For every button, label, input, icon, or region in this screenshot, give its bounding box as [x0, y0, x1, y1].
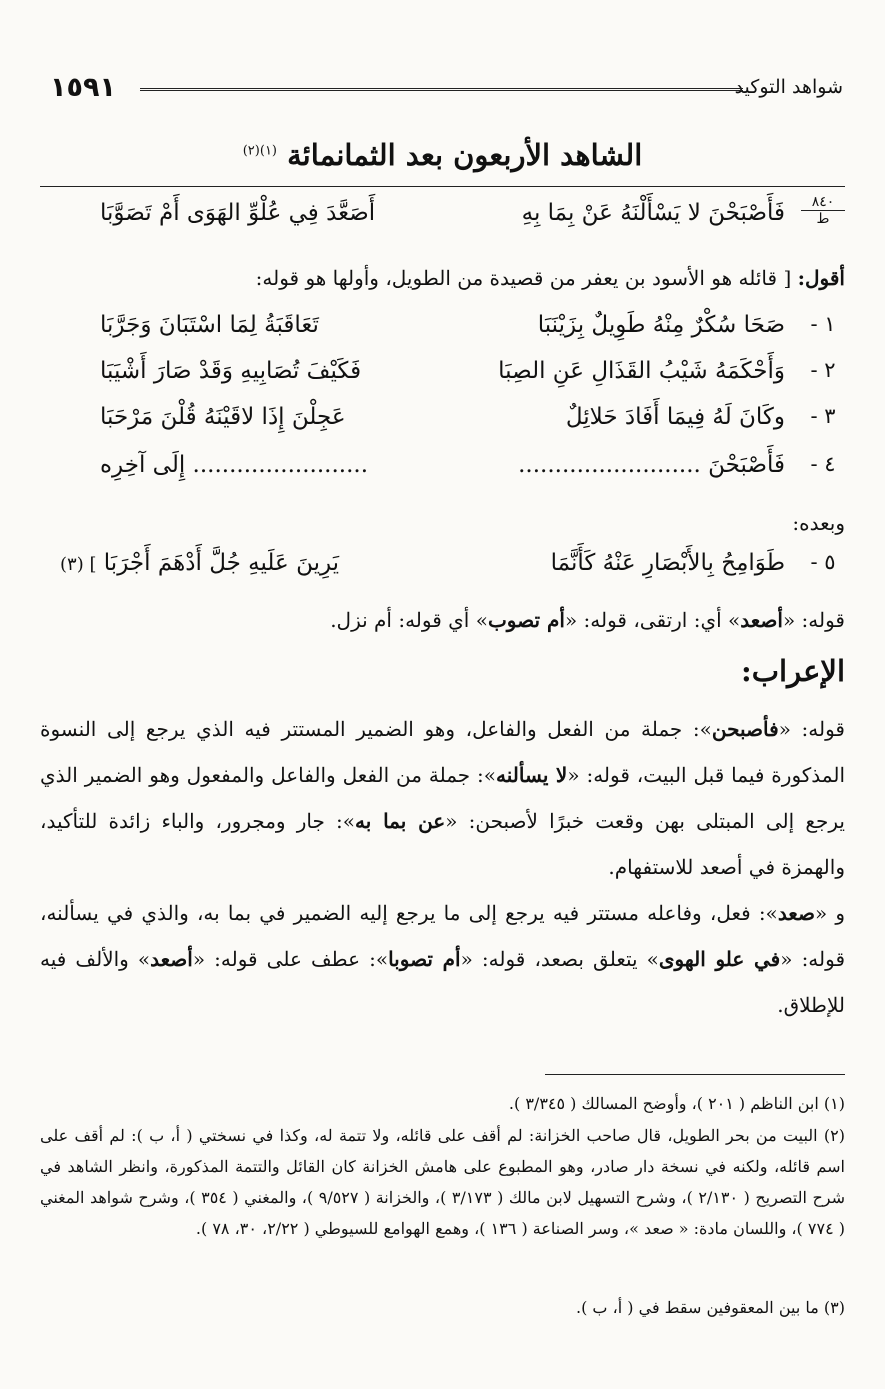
irab-heading: الإعراب: [741, 654, 845, 688]
irab-term: أصعد [150, 947, 193, 971]
irab-term: لا يسألنه [496, 763, 568, 787]
poem-hemistich-2: ........................ إِلَى آخِرِه [100, 452, 369, 478]
footnote-1: (١) ابن الناظم ( ٢٠١ )، وأوضح المسالك ( ٣/٣٤٥ ). [508, 1094, 845, 1113]
gloss-paragraph [40, 600, 845, 640]
gloss-word: أصعد [740, 608, 783, 632]
main-verse [60, 194, 845, 242]
poem-hemistich-2: عَجِلْنَ إِذَا لاقَيْنَهُ قُلْنَ مَرْحَبَا [100, 404, 346, 430]
poem-hemistich-1: وَأَحْكَمَهُ شَيْبُ القَذَالِ عَنِ الصِبَا [498, 358, 785, 384]
footnote-2: (٢) البيت من بحر الطويل، قال صاحب الخزانة: لم أقف على قائله، ولا تتمة له، وكذا في نسختي ( أ، ب ): لم أقف على اسم قائله، ولكنه في نسخة دار صادر، وهو المطبوع على هامش الخزانة كان القائل والتتمة المذكورة، وانظر الشاهد في شرح التصريح ( ٢/١٣٠ )، وشرح التسهيل لابن مالك ( ٣/١٧٣ )، والخزانة ( ٩/٥٢٧ )، والمغني ( ٣٥٤ )، وشرح شواهد المغني ( ٧٧٤ )، واللسان مادة: « صعد »، وسر الصناعة ( ١٣٦ )، وهمع الهوامع للسيوطي ( ٢/٢٢، ٣٠، ٧٨ ). [40, 1126, 846, 1238]
irab-text: »: جملة من الفعل والفاعل والمفعول وهو الضمير الذي يرجع إلى المبتلى بهن وقعت خبرًا لأصبحن: « [40, 763, 845, 833]
poem-verse [60, 358, 845, 400]
chapter-title [0, 138, 885, 172]
header-rule [140, 88, 743, 91]
irab-paragraph-1 [40, 706, 845, 890]
page-number: ١٥٩١ [50, 72, 116, 103]
poem-verse-number: ٢ - [810, 358, 836, 382]
irab-text: » والألف فيه للإطلاق. [40, 947, 845, 1017]
irab-text: »: جملة من الفعل والفاعل، وهو الضمير المستتر فيه الذي يرجع إلى النسوة المذكورة فيما قبل البيت، قوله: « [40, 717, 846, 787]
poem-verse [60, 452, 845, 494]
footnote-3: (٣) ما بين المعقوفين سقط في ( أ، ب ). [576, 1298, 845, 1317]
poem-hemistich-1: وكَانَ لَهُ فِيمَا أَفَادَ حَلائِلٌ [565, 404, 785, 430]
irab-paragraph-2 [40, 890, 845, 1028]
after-label [40, 503, 845, 543]
poem-verse-number: ٥ - [810, 550, 836, 574]
gloss-text: قوله: « [782, 608, 845, 632]
irab-text: »: جار ومجرور، والباء زائدة للتأكيد، والهمزة في أصعد للاستفهام. [40, 809, 845, 879]
irab-text: و « [814, 901, 845, 925]
irab-term: في علو الهوى [658, 947, 781, 971]
poem-verse-number: ٤ - [810, 452, 836, 476]
main-hemistich-2: أَصَعَّدَ فِي عُلْوِّ الهَوَى أَمْ تَصَوَّبَا [100, 200, 376, 226]
after-label-text: وبعده: [792, 511, 845, 535]
poem-hemistich-2: يَرِينَ عَلَيهِ جُلَّ أَدْهَمَ أَجْرَبَا [103, 550, 340, 576]
intro-bracket: [ [783, 266, 792, 290]
gloss-word: أم تصوب [487, 608, 565, 632]
gloss-text: » أي: ارتقى، قوله: « [564, 608, 741, 632]
verse-number-tag [801, 194, 845, 227]
irab-text: »: عطف على قوله: « [192, 947, 389, 971]
title-rule [40, 186, 845, 187]
main-hemistich-1: فَأَصْبَحْنَ لا يَسْأَلْنَهُ عَنْ بِمَا بِهِ [521, 200, 785, 226]
intro-label: أقول: [797, 266, 845, 290]
chapter-title-text: الشاهد الأربعون بعد الثمانمائة [287, 138, 643, 172]
running-title: شواهد التوكيد [734, 76, 843, 98]
irab-term: فأصبحن [711, 717, 779, 741]
gloss-text: » أي قوله: أم نزل. [330, 608, 488, 632]
poem-verse [60, 404, 845, 446]
intro-text: قائله هو الأسود بن يعفر من قصيدة من الطويل، وأولها هو قوله: [255, 266, 778, 290]
irab-term: صعد [777, 901, 815, 925]
irab-text: قوله: « [778, 717, 845, 741]
poem-verse [60, 312, 845, 354]
verse-number: ٨٤٠ [801, 194, 845, 211]
poem-hemistich-2-with-note [60, 550, 460, 576]
irab-term: أم تصوبا [388, 947, 461, 971]
intro-paragraph [40, 258, 845, 298]
poem-hemistich-2: تَعَاقَبَةُ لِمَا اسْتَبَانَ وَجَرَّبَا [100, 312, 319, 338]
poem-verse-number: ١ - [810, 312, 836, 336]
closing-bracket-note: ] (٣) [60, 554, 97, 575]
poem-verse-number: ٣ - [810, 404, 836, 428]
irab-text: »: فعل، وفاعله مستتر فيه يرجع إلى ما يرجع إليه الضمير في بما به، والذي في يسألنه، قوله: « [40, 901, 846, 971]
verse-tag: ط [816, 211, 830, 227]
footnote-rule [545, 1074, 845, 1075]
poem-hemistich-2: فَكَيْفَ تُصَابِيهِ وَقَدْ صَارَ أَشْيَبَا [100, 358, 362, 384]
running-header [22, 72, 863, 108]
irab-term: عن بما به [355, 809, 446, 833]
irab-text: » يتعلق بصعد، قوله: « [460, 947, 659, 971]
poem-hemistich-1: طَوَامِحُ بِالأَبْصَارِ عَنْهُ كَأَنَّمَا [550, 550, 785, 576]
poem-verse-5 [60, 550, 845, 592]
chapter-note-ref: (١)(٢) [242, 143, 277, 159]
poem-hemistich-1: فَأَصْبَحْنَ ......................... [518, 452, 785, 478]
poem-hemistich-1: صَحَا سُكْرٌ مِنْهُ طَوِيلٌ بِزَيْنَبَا [537, 312, 785, 338]
